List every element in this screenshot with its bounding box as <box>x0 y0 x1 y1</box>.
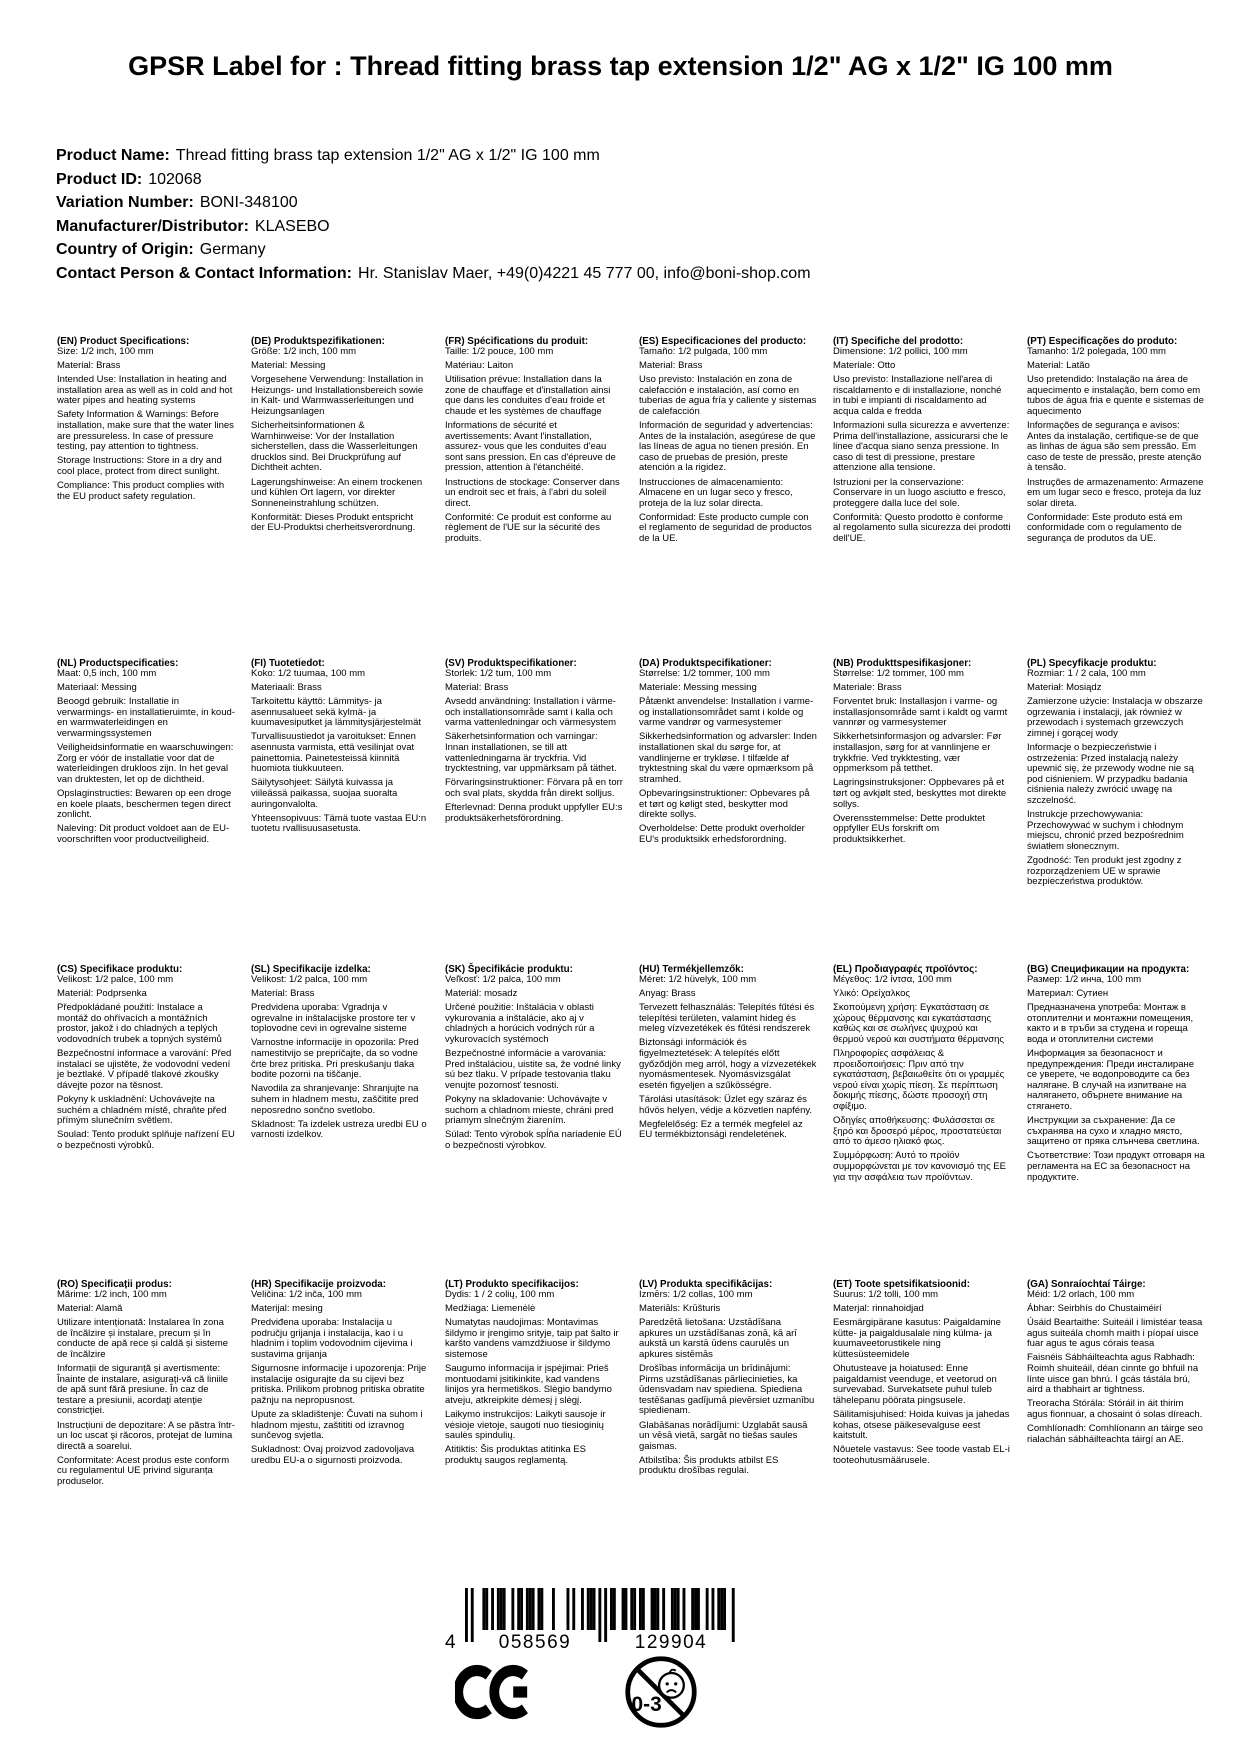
manufacturer-row <box>56 215 811 239</box>
spec-paragraph: Información de seguridad y advertencias: Antes de la instalación, asegúrese de que las líneas de agua no tienen presión. En caso de pruebas de presión, preste atención a la rigidez. <box>639 420 816 474</box>
spec-paragraph: Naleving: Dit product voldoet aan de EU- voorschriften voor productveiligheid. <box>57 823 230 845</box>
spec-paragraph: Μέγεθος: 1/2 ίντσα, 100 mm <box>833 974 952 985</box>
spec-paragraph: Informazioni sulla sicurezza e avvertenze: Prima dell'installazione, assicurarsi che le linee d'acqua siano senza pressione. In caso di test di pressione, prestare attenzione alla tensione. <box>833 420 1010 474</box>
contact-label: Contact Person & Contact Information: <box>56 264 353 282</box>
spec-paragraph: Storlek: 1/2 tum, 100 mm <box>445 668 552 679</box>
lang-section-fr <box>445 336 623 658</box>
spec-paragraph: Pokyny k uskladnění: Uchovávejte na suchém a chladném místě, chraňte před přímým slunečním světlem. <box>57 1093 227 1127</box>
spec-paragraph: Turvallisuustiedot ja varoitukset: Ennen asennusta varmista, että vesilinjat ovat painettomia. Painetesteissä kiinnitä huomiota tiukkuuteen. <box>251 731 416 775</box>
country-of-origin-value: Germany <box>199 241 266 258</box>
spec-paragraph: Storage Instructions: Store in a dry and cool place, protect from direct sunlight. <box>57 455 222 477</box>
ean-barcode <box>437 1588 737 1654</box>
contact-row <box>56 262 811 286</box>
spec-paragraph: Predviđena uporaba: Instalacija u području grijanja i instalacija, kao i u hladnim i toplim vodovodnim cijevima i sustavima grijanja <box>251 1317 413 1360</box>
section-header-hu: (HU) Termékjellemzők: <box>639 964 744 975</box>
spec-paragraph: Tamanho: 1/2 polegada, 100 mm <box>1027 346 1166 357</box>
contact-value: Hr. Stanislav Maer, +49(0)4221 45 777 00, info@boni-shop.com <box>358 264 811 282</box>
product-info-block <box>56 144 811 285</box>
spec-paragraph: Upute za skladištenje: Čuvati na suhom i hladnom mjestu, zaštititi od izravnog sunčevog svjetla. <box>251 1408 423 1442</box>
spec-paragraph: Informacje o bezpieczeństwie i ostrzeżenia: Przed instalacją należy upewnić się, że przewody wodne nie są pod ciśnieniem. W przypadku badania ciśnienia należy zwrócić uwagę na szczelność. <box>1027 742 1194 807</box>
spec-paragraph: Instructions de stockage: Conserver dans un endroit sec et frais, à l'abri du soleil direct. <box>445 476 620 509</box>
spec-paragraph: Comhlíonadh: Comhlíonann an táirge seo rialachán sábháilteachta táirgí an AE. <box>1027 1423 1203 1445</box>
lang-section-nb <box>833 658 1011 964</box>
spec-paragraph: Laikymo instrukcijos: Laikyti sausoje ir vėsioje vietoje, saugoti nuo tiesioginių saulės spindulių. <box>445 1408 606 1442</box>
spec-paragraph: Utilizare intenționată: Instalarea în zona de încălzire și instalare, precum și în conducte de apă rece și caldă și sisteme de încălzire <box>57 1317 229 1360</box>
spec-paragraph: Съответствие: Този продукт отговаря на регламента на ЕС за безопасност на продуктите. <box>1027 1150 1205 1183</box>
spec-paragraph: Opbevaringsinstruktioner: Opbevares på et tørt og køligt sted, beskytter mod direkte sollys. <box>639 787 810 821</box>
section-header-lv: (LV) Produkta specifikācijas: <box>639 1279 773 1290</box>
spec-paragraph: Informații de siguranță și avertismente: Înainte de instalare, asigurați-vă că liniile de apă sunt fără presiune. În caz de testare a presiunii, acordaţi atenţie constricţiei. <box>57 1363 229 1417</box>
spec-paragraph: Materjal: rinnahoidjad <box>833 1303 924 1315</box>
spec-paragraph: Größe: 1/2 inch, 100 mm <box>251 346 357 357</box>
spec-paragraph: Pokyny na skladovanie: Uchovávajte v suchom a chladnom mieste, chráni pred priamym slnečným žiarením. <box>445 1093 614 1127</box>
spec-paragraph: Materiāls: Krūšturis <box>639 1303 721 1315</box>
spec-paragraph: Overensstemmelse: Dette produktet oppfyller EUs forskrift om produktsikkerhet. <box>833 812 986 845</box>
variation-number-label: Variation Number: <box>56 194 194 211</box>
spec-paragraph: Zamierzone użycie: Instalacja w obszarze ogrzewania i instalacji, jak również w przewodach i systemach grzewczych zimnej i gorącej wody <box>1027 696 1203 739</box>
spec-paragraph: Drošības informācija un brīdinājumi: Pirms uzstādīšanas pārliecinieties, ka ūdensvadam nav spiediena. Spiediena testēšanas gadījumā pievērsiet uzmanību spiedienam. <box>639 1363 815 1417</box>
spec-paragraph: Συμμόρφωση: Αυτό το προϊόν συμμορφώνεται με τον κανονισμό της ΕΕ για την ασφάλεια των προϊόντων. <box>833 1150 1006 1183</box>
spec-paragraph: Anyag: Brass <box>639 988 696 1000</box>
spec-paragraph: Yhteensopivuus: Tämä tuote vastaa EU:n tuotetu rvallisuusasetusta. <box>251 812 427 835</box>
section-header-it: (IT) Specifiche del prodotto: <box>833 336 964 347</box>
spec-paragraph: Veľkosť: 1/2 palca, 100 mm <box>445 974 561 985</box>
spec-paragraph: Opslaginstructies: Bewaren op een droge en koele plaats, beschermen tegen direct zonlicht. <box>57 787 232 821</box>
section-header-pl: (PL) Specyfikacje produktu: <box>1027 658 1157 669</box>
lang-section-nl <box>57 658 235 964</box>
lang-section-hu <box>639 964 817 1279</box>
spec-paragraph: Veiligheidsinformatie en waarschuwingen: Zorg er vóór de installatie voor dat de waterleidingen drukloos zijn. In het geval van druktesten, let op de dichtheid. <box>57 742 234 785</box>
spec-paragraph: Varnostne informacije in opozorila: Pred namestitvijo se prepričajte, da so vodne črte brez pritiska. Pri preskušanju tlaka bodite pozorni na tiščanje. <box>251 1037 419 1081</box>
section-header-ga: (GA) Sonraíochtaí Táirge: <box>1027 1279 1146 1290</box>
section-header-fi: (FI) Tuotetiedot: <box>251 658 325 669</box>
spec-paragraph: Compliance: This product complies with the EU product safety regulation. <box>57 480 225 502</box>
lang-section-ga <box>1027 1279 1205 1491</box>
spec-paragraph: Medžiaga: Liemenėlė <box>445 1303 536 1315</box>
spec-paragraph: Forventet bruk: Installasjon i varme- og installasjonsområde samt i kaldt og varmt vannrør og varmesystemer <box>833 696 1008 729</box>
spec-paragraph: Atbilstība: Šis produkts atbilst ES produktu drošības regulai. <box>639 1454 779 1477</box>
spec-paragraph: Säilitamisjuhised: Hoida kuivas ja jahedas kohas, otsese päikesevalguse eest kaitstult. <box>833 1408 1010 1442</box>
spec-paragraph: Информация за безопасност и предупреждения: Преди инсталиране се уверете, че водопроводите са без налягане. В случай на изпитване на налягането, обърнете внимание на стягането. <box>1027 1048 1195 1113</box>
spec-paragraph: Suurus: 1/2 tolli, 100 mm <box>833 1289 939 1300</box>
spec-paragraph: Maat: 0,5 inch, 100 mm <box>57 668 157 679</box>
section-header-sv: (SV) Produktspecifikationer: <box>445 658 577 669</box>
spec-paragraph: Istruzioni per la conservazione: Conservare in un luogo asciutto e fresco, proteggere dalla luce del sole. <box>833 476 1006 509</box>
spec-paragraph: Material: Brass <box>251 988 315 1000</box>
spec-paragraph: Veličina: 1/2 inča, 100 mm <box>251 1289 362 1300</box>
section-header-bg: (BG) Спецификации на продукта: <box>1027 964 1190 975</box>
age-range-text: 0-3 <box>631 1693 662 1716</box>
baby-face-icon <box>659 1670 684 1698</box>
spec-paragraph: Materiale: Otto <box>833 360 896 372</box>
spec-paragraph: Treoracha Stórála: Stóráil in áit thirim agus fionnuar, a chosaint ó solas díreach. <box>1027 1398 1203 1420</box>
spec-paragraph: Vorgesehene Verwendung: Installation in Heizungs- und Installationsbereich sowie in Kalt- und Warmwasserleitungen und Heizungsanlagen <box>251 374 424 417</box>
spec-paragraph: Conformità: Questo prodotto è conforme al regolamento sulla sicurezza dei prodotti dell'UE. <box>833 511 1011 544</box>
spec-paragraph: Instrucțiuni de depozitare: A se păstra într- un loc uscat şi răcoros, protejat de lumina directă a soarelui. <box>57 1419 235 1452</box>
section-header-fr: (FR) Spécifications du produit: <box>445 336 589 347</box>
spec-paragraph: Materiaali: Brass <box>251 682 322 694</box>
spec-paragraph: Dydis: 1 / 2 colių, 100 mm <box>445 1289 555 1300</box>
spec-paragraph: Påtænkt anvendelse: Installation i varme- og installationsområdet samt i kolde og varme vandrør og varmesystemer <box>639 696 814 729</box>
language-specifications-grid <box>57 336 1205 1491</box>
spec-paragraph: Materiaal: Messing <box>57 682 137 694</box>
spec-paragraph: Material: Brass <box>639 360 703 372</box>
lang-section-ro <box>57 1279 235 1491</box>
lang-section-el <box>833 964 1011 1279</box>
spec-paragraph: Предназначена употреба: Монтаж в отоплителни и монтажни помещения, както и в тръби за студена и гореща вода и отоплителни системи <box>1027 1002 1194 1045</box>
product-name-label: Product Name: <box>56 147 170 164</box>
spec-paragraph: Σκοπούμενη χρήση: Εγκατάσταση σε χώρους θέρμανσης και εγκατάστασης καθώς και σε σωλήνες ψυχρού και θερμού νερού και συστήματα θέρμανσης <box>833 1002 1004 1045</box>
spec-paragraph: Πληροφορίες ασφάλειας & προειδοποιήσεις: Πριν από την εγκατάσταση, βεβαιωθείτε ότι οι γραμμές νερού είναι χωρίς πίεση. Σε περίπτωση δοκιμής πίεσης, δώστε προσοχή στη σφίξιμο. <box>833 1048 1005 1113</box>
lang-section-lv <box>639 1279 817 1491</box>
section-header-cs: (CS) Specifikace produktu: <box>57 964 183 975</box>
spec-paragraph: Paredzētā lietošana: Uzstādīšana apkures un uzstādīšanas zonā, kā arī aukstā un karstā ūdens caurulēs un apkures sistēmās <box>639 1317 797 1360</box>
spec-paragraph: Conformité: Ce produit est conforme au règlement de l'UE sur la sécurité des produits. <box>445 511 612 544</box>
barcode-first-digit: 4 <box>445 1632 458 1653</box>
spec-paragraph: Säkerhetsinformation och varningar: Innan installationen, se till att vattenledningarna är tryckfria. Vid trycktestning, var uppmärksam på täthet. <box>445 731 617 775</box>
spec-paragraph: Tervezett felhasználás: Telepítés fűtési és telepítési területen, valamint hideg és meleg vízvezetékek és fűtési rendszerek <box>639 1002 815 1035</box>
lang-section-sk <box>445 964 623 1279</box>
spec-paragraph: Saugumo informacija ir įspėjimai: Prieš montuodami įsitikinkite, kad vandens linijos yra hermetiškos. Slėgio bandymo atveju, atkreipkite dėmesį į slėgį. <box>445 1363 612 1406</box>
spec-paragraph: Tarkoitettu käyttö: Lämmitys- ja asennusalueet sekä kylmä- ja kuumavesiputket ja lämmitysjärjestelmät <box>251 696 422 729</box>
country-of-origin-label: Country of Origin: <box>56 241 194 258</box>
lang-section-lt <box>445 1279 623 1491</box>
spec-paragraph: Faisnéis Sábháilteachta agus Rabhadh: Roimh shuiteáil, déan cinnte go bhfuil na línte uisce gan bhrú. I gcás tástála brú, aird a thabhairt ar tightness. <box>1027 1352 1199 1396</box>
spec-paragraph: Material: Latão <box>1027 360 1090 372</box>
page-title-text: GPSR Label for : Thread fitting brass tap extension 1/2" AG x 1/2" IG 100 mm <box>128 51 1113 81</box>
lang-section-sv <box>445 658 623 964</box>
spec-paragraph: Materiál: mosadz <box>445 988 518 1000</box>
variation-number-row <box>56 191 811 215</box>
spec-paragraph: Méret: 1/2 hüvelyk, 100 mm <box>639 974 757 985</box>
page-title <box>0 50 1241 83</box>
product-id-row <box>56 168 811 192</box>
lang-section-en <box>57 336 235 658</box>
spec-paragraph: Størrelse: 1/2 tommer, 100 mm <box>833 668 964 679</box>
spec-paragraph: Určené použitie: Inštalácia v oblasti vykurovania a inštalácie, ako aj v chladných a horúcich vodných rúr a vykurovacích systémoch <box>445 1002 595 1045</box>
spec-paragraph: Matériau: Laiton <box>445 360 514 372</box>
section-header-el: (EL) Προδιαγραφές προϊόντος: <box>833 964 978 975</box>
lang-section-cs <box>57 964 235 1279</box>
spec-paragraph: Material: Brass <box>57 360 121 372</box>
section-header-hr: (HR) Specifikacije proizvoda: <box>251 1279 387 1290</box>
spec-paragraph: Overholdelse: Dette produkt overholder EU's produktsikk erhedsforordning. <box>639 823 805 845</box>
variation-number-value: BONI-348100 <box>199 194 298 211</box>
spec-paragraph: Förvaringsinstruktioner: Förvara på en torr och sval plats, skydda från direkt solljus. <box>445 777 623 799</box>
spec-paragraph: Tamaño: 1/2 pulgada, 100 mm <box>639 346 768 357</box>
spec-paragraph: Soulad: Tento produkt splňuje nařízení EU o bezpečnosti výrobků. <box>57 1129 235 1151</box>
spec-paragraph: Conformitate: Acest produs este conform cu regulamentul UE privind siguranța produselor. <box>57 1454 230 1487</box>
section-header-en: (EN) Product Specifications: <box>57 336 190 347</box>
spec-paragraph: Beoogd gebruik: Installatie in verwarmings- en installatieruimte, in koud- en warmwaterleidingen en verwarmingssystemen <box>57 696 235 739</box>
spec-paragraph: Dimensione: 1/2 pollici, 100 mm <box>833 346 968 357</box>
spec-paragraph: Material: Messing <box>251 360 326 372</box>
spec-paragraph: Zgodność: Ten produkt jest zgodny z rozporządzeniem UE w sprawie bezpieczeństwa produktów. <box>1027 855 1182 888</box>
spec-paragraph: Predvidena uporaba: Vgradnja v ogrevalne in inštalacijske prostore ter v toplovodne cevi in ogrevalne sisteme <box>251 1002 416 1035</box>
spec-paragraph: Informações de segurança e avisos: Antes da instalação, certifique-se de que as linhas de água são sem pressão. Em caso de teste de pressão, preste atenção à tensão. <box>1027 420 1202 474</box>
section-header-nl: (NL) Productspecificaties: <box>57 658 179 669</box>
spec-paragraph: Velikost: 1/2 palce, 100 mm <box>57 974 174 985</box>
ce-letter-c <box>458 1670 489 1713</box>
section-header-da: (DA) Produktspecifikationer: <box>639 658 772 669</box>
manufacturer-value: KLASEBO <box>254 217 330 235</box>
spec-paragraph: Glabāšanas norādījumi: Uzglabāt sausā un vēsā vietā, sargāt no tiešas saules gaismas. <box>639 1419 808 1452</box>
lang-section-de <box>251 336 429 658</box>
spec-paragraph: Размер: 1/2 инча, 100 mm <box>1027 974 1142 985</box>
section-header-ro: (RO) Specificații produs: <box>57 1279 172 1290</box>
lang-section-et <box>833 1279 1011 1491</box>
spec-paragraph: Tárolási utasítások: Üzlet egy száraz és hűvös helyen, védje a közvetlen napfény. <box>639 1093 813 1116</box>
spec-paragraph: Инструкции за съхранение: Да се съхранява на сухо и хладно място, защитено от пряка слънчева светлина. <box>1027 1115 1200 1148</box>
spec-paragraph: Atitiktis: Šis produktas atitinka ES produktų saugos reglamentą. <box>445 1444 586 1466</box>
spec-paragraph: Conformidade: Este produto está em conformidade com o regulamento de segurança de produtos da UE. <box>1027 511 1183 544</box>
spec-paragraph: Lagerungshinweise: An einem trockenen und kühlen Ort lagern, vor direkter Sonneneinstrahlung schützen. <box>251 476 423 509</box>
spec-paragraph: Instrucciones de almacenamiento: Almacene en un lugar seco y fresco, proteja de la luz solar directa. <box>639 476 793 509</box>
spec-paragraph: Safety Information & Warnings: Before installation, make sure that the water lines are pressureless. In case of pressure testing, pay attention to tightness. <box>57 409 234 453</box>
product-name-value: Thread fitting brass tap extension 1/2" AG x 1/2" IG 100 mm <box>175 147 600 164</box>
spec-paragraph: Bezpečnostné informácie a varovania: Pred inštaláciou, uistite sa, že vodné linky sú bez tlaku. V prípade testovania tlaku venujte pozornosť tesnosti. <box>445 1048 621 1091</box>
spec-paragraph: Eesmärgipärane kasutus: Paigaldamine kütte- ja paigaldusalale ning külma- ja kuumaveetorustikele ning küttesüsteemidele <box>833 1317 1001 1360</box>
section-header-de: (DE) Produktspezifikationen: <box>251 336 385 347</box>
spec-paragraph: Informations de sécurité et avertissements: Avant l'installation, assurez- vous que les conduites d'eau sont sans pression. En cas d'épreuve de pression, attention à l'étanchéité. <box>445 420 616 474</box>
spec-paragraph: Efterlevnad: Denna produkt uppfyller EU:s produktsäkerhetsförordning. <box>445 802 623 824</box>
spec-paragraph: Méid: 1/2 orlach, 100 mm <box>1027 1289 1135 1300</box>
spec-paragraph: Avsedd användning: Installation i värme- och installationsområde samt i kalla och varma vattenledningar och värmesystem <box>445 696 617 729</box>
section-header-pt: (PT) Especificações do produto: <box>1027 336 1178 347</box>
product-id-label: Product ID: <box>56 170 143 188</box>
spec-paragraph: Материал: Сутиен <box>1027 988 1109 1000</box>
spec-paragraph: Biztonsági információk és figyelmeztetések: A telepítés előtt győződjön meg arról, hogy a vízvezetékek nyomásmentesek. Nyomásvizsgálat esetén figyeljen a szűkösségre. <box>639 1037 817 1091</box>
product-id-value: 102068 <box>148 170 202 188</box>
spec-paragraph: Materiale: Brass <box>833 682 902 694</box>
section-header-nb: (NB) Produkttspesifikasjoner: <box>833 658 972 669</box>
section-header-et: (ET) Toote spetsifikatsioonid: <box>833 1279 970 1290</box>
lang-section-da <box>639 658 817 964</box>
spec-paragraph: Navodila za shranjevanje: Shranjujte na suhem in hladnem mestu, zaščitite pred neposredno sončno svetlobo. <box>251 1083 419 1116</box>
spec-paragraph: Skladnost: Ta izdelek ustreza uredbi EU o varnosti izdelkov. <box>251 1118 427 1141</box>
spec-paragraph: Lagringsinstruksjoner: Oppbevares på et tørt og avkjølt sted, beskyttes mot direkte sollys. <box>833 777 1007 810</box>
lang-section-fi <box>251 658 429 964</box>
spec-paragraph: Material: Brass <box>445 682 509 694</box>
spec-paragraph: Izmērs: 1/2 collas, 100 mm <box>639 1289 753 1300</box>
spec-paragraph: Sukladnost: Ovaj proizvod zadovoljava uredbu EU-a o sigurnosti proizvoda. <box>251 1444 415 1466</box>
section-header-lt: (LT) Produkto specifikacijos: <box>445 1279 579 1290</box>
spec-paragraph: Taille: 1/2 pouce, 100 mm <box>445 346 554 357</box>
spec-paragraph: Intended Use: Installation in heating and installation area as well as in cold and hot water pipes and heating systems <box>57 374 233 407</box>
spec-paragraph: Bezpečnostní informace a varování: Před instalací se ujistěte, že vodovodní vedení je beztlaké. V případě tlakové zkoušky dávejte pozor na těsnost. <box>57 1048 232 1091</box>
barcode-group1-digits: 058569 <box>498 1632 572 1653</box>
spec-paragraph: Uso previsto: Instalación en zona de calefacción e instalación, así como en tuberias de agua fría y caliente y sistemas de calefacción <box>639 374 817 417</box>
lang-section-hr <box>251 1279 429 1491</box>
spec-paragraph: Mărime: 1/2 inch, 100 mm <box>57 1289 167 1300</box>
spec-paragraph: Sicherheitsinformationen & Warnhinweise: Vor der Installation sicherstellen, dass die Wasserleitungen drucklos sind. Bei Druckprüfung auf Dichtheit achten. <box>251 420 418 474</box>
spec-paragraph: Materiał: Mosiądz <box>1027 682 1102 694</box>
product-name-row <box>56 144 811 168</box>
section-header-sk: (SK) Špecifikácie produktu: <box>445 964 573 975</box>
spec-paragraph: Koko: 1/2 tuumaa, 100 mm <box>251 668 366 679</box>
spec-paragraph: Megfelelőség: Ez a termék megfelel az EU termékbiztonsági rendeletének. <box>639 1118 803 1141</box>
spec-paragraph: Nõuetele vastavus: See toode vastab EL-i tooteohutusmäärusele. <box>833 1444 1010 1466</box>
spec-paragraph: Ohutusteave ja hoiatused: Enne paigaldamist veenduge, et veetorud on survevabad. Survekatsete puhul tuleb tähelepanu pöörata pingsusele. <box>833 1363 997 1406</box>
spec-paragraph: Materiál: Podprsenka <box>57 988 147 1000</box>
spec-paragraph: Numatytas naudojimas: Montavimas šildymo ir įrengimo srityje, taip pat šalto ir karšto vandens vamzdžiuose ir šildymo sistemose <box>445 1317 619 1360</box>
spec-paragraph: Velikost: 1/2 palca, 100 mm <box>251 974 368 985</box>
spec-paragraph: Instruções de armazenamento: Armazene em um lugar seco e fresco, proteja da luz solar direta. <box>1027 476 1204 509</box>
spec-paragraph: Material: Alamă <box>57 1303 123 1315</box>
lang-section-it <box>833 336 1011 658</box>
section-header-sl: (SL) Specifikacije izdelka: <box>251 964 371 975</box>
spec-paragraph: Conformidad: Este producto cumple con el reglamento de seguridad de productos de la UE. <box>639 511 812 544</box>
lang-section-sl <box>251 964 429 1279</box>
country-of-origin-row <box>56 238 811 262</box>
spec-paragraph: Utilisation prévue: Installation dans la zone de chauffage et d'installation ainsi que dans les conduites d'eau froide et chaude et les systèmes de chauffage <box>445 374 611 417</box>
ce-mark <box>455 1663 537 1721</box>
spec-paragraph: Konformität: Dieses Produkt entspricht der EU-Produktsi cherheitsverordnung. <box>251 511 416 534</box>
spec-paragraph: Uso pretendido: Instalação na área de aquecimento e instalação, bem como em tubos de água fria e quente e sistemas de aquecimento <box>1027 374 1204 417</box>
spec-paragraph: Sikkerhetsinformasjon og advarsler: Før installasjon, sørg for at vannlinjene er trykkfrie. Ved trykktesting, vær oppmerksom på tetthet. <box>833 731 1002 775</box>
spec-paragraph: Materijal: mesing <box>251 1303 323 1315</box>
spec-paragraph: Rozmiar: 1 / 2 cala, 100 mm <box>1027 668 1146 679</box>
barcode-group2-digits: 129904 <box>634 1632 708 1653</box>
spec-paragraph: Säilytysohjeet: Säilytä kuivassa ja viileässä paikassa, suojaa suoralta auringonvalolta. <box>251 777 398 810</box>
spec-paragraph: Ábhar: Seirbhís do Chustaiméirí <box>1027 1303 1162 1315</box>
age-warning-0-3-symbol <box>623 1654 699 1730</box>
spec-paragraph: Υλικό: Ορείχαλκος <box>833 988 911 1000</box>
spec-paragraph: Uso previsto: Installazione nell'area di riscaldamento e di installazione, nonché in tubi e impianti di riscaldamento ad acqua calda e fredda <box>833 374 1002 417</box>
spec-paragraph: Størrelse: 1/2 tommer, 100 mm <box>639 668 770 679</box>
lang-section-pl <box>1027 658 1205 964</box>
spec-paragraph: Size: 1/2 inch, 100 mm <box>57 346 154 357</box>
lang-section-bg <box>1027 964 1205 1279</box>
spec-paragraph: Súlad: Tento výrobok spĺňa nariadenie EÚ o bezpečnosti výrobkov. <box>445 1129 622 1151</box>
spec-paragraph: Οδηγίες αποθήκευσης: Φυλάσσεται σε ξηρό και δροσερό μέρος, προστατεύεται από το άμεσο ηλιακό φως. <box>833 1115 1002 1148</box>
manufacturer-label: Manufacturer/Distributor: <box>56 217 249 235</box>
spec-paragraph: Úsáid Beartaithe: Suiteáil i limistéar teasa agus suiteála chomh maith i píopaí uisce fuar agus te agus córais teasa <box>1027 1317 1203 1350</box>
section-header-es: (ES) Especificaciones del producto: <box>639 336 807 347</box>
lang-section-pt <box>1027 336 1205 658</box>
spec-paragraph: Sikkerhedsinformation og advarsler: Inden installationen skal du sørge for, at vandlinjerne er trykløse. I tilfælde af tryktestning skal du være opmærksom på stramhed. <box>639 731 817 785</box>
spec-paragraph: Předpokládané použití: Instalace a montáž do ohřívacích a montážních prostor, jakož i do chladných a teplých vodovodních trubek a topných systémů <box>57 1002 222 1045</box>
spec-paragraph: Instrukcje przechowywania: Przechowywać w suchym i chłodnym miejscu, chronić przed bezpośrednim światłem słonecznym. <box>1027 809 1184 852</box>
spec-paragraph: Materiale: Messing messing <box>639 682 757 694</box>
spec-paragraph: Sigurnosne informacije i upozorenja: Prije instalacije osigurajte da su cijevi bez pritiska. Prilikom probnog pritiska obratite pažnju na nepropusnost. <box>251 1363 427 1406</box>
lang-section-es <box>639 336 817 658</box>
